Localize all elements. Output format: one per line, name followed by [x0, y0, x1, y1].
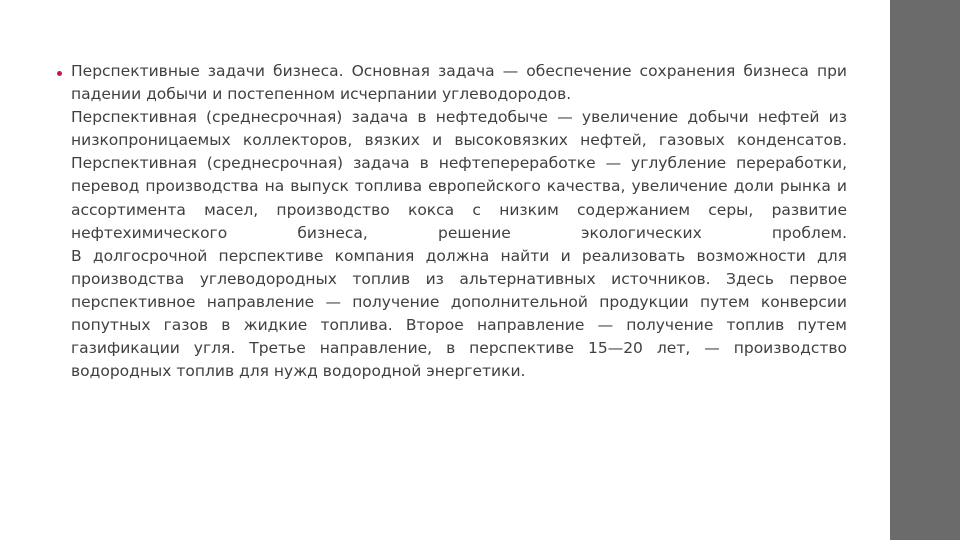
paragraph-long-term: В долгосрочной перспективе компания должна найти и реализовать возможности для производства углеводородных топлив из альтернативных источников. Здесь первое перспективное направление — получение дополнительной продукции путем конверсии попутных газов в жидкие топлива. Второе направление — получение топлив путем газификации угля. Третье направление, в перспективе 15—20 лет, — производство водородных топлив для нужд водородной энергетики.	[71, 246, 847, 381]
paragraph-oil-refining: Перспективная (среднесрочная) задача в нефтепереработке — углубление переработки, перевод производства на выпуск топлива европейского качества, увеличение доли рынка и ассортимента масел, производство кокса с низким содержанием серы, развитие нефтехимического бизнеса, решение экологических проблем.	[71, 154, 847, 242]
bullet-icon	[57, 71, 62, 76]
paragraph-oil-production: Перспективная (среднесрочная) задача в нефтедобыче — увеличение добычи нефтей из низкопроницаемых коллекторов, вязких и высоковязких нефтей, газовых конденсатов.	[71, 108, 847, 150]
paragraph-intro: Перспективные задачи бизнеса. Основная задача — обеспечение сохранения бизнеса при падении добычи и постепенном исчерпании углеводородов.	[71, 62, 847, 104]
side-decor-bar	[890, 0, 960, 540]
body-text	[71, 60, 847, 383]
